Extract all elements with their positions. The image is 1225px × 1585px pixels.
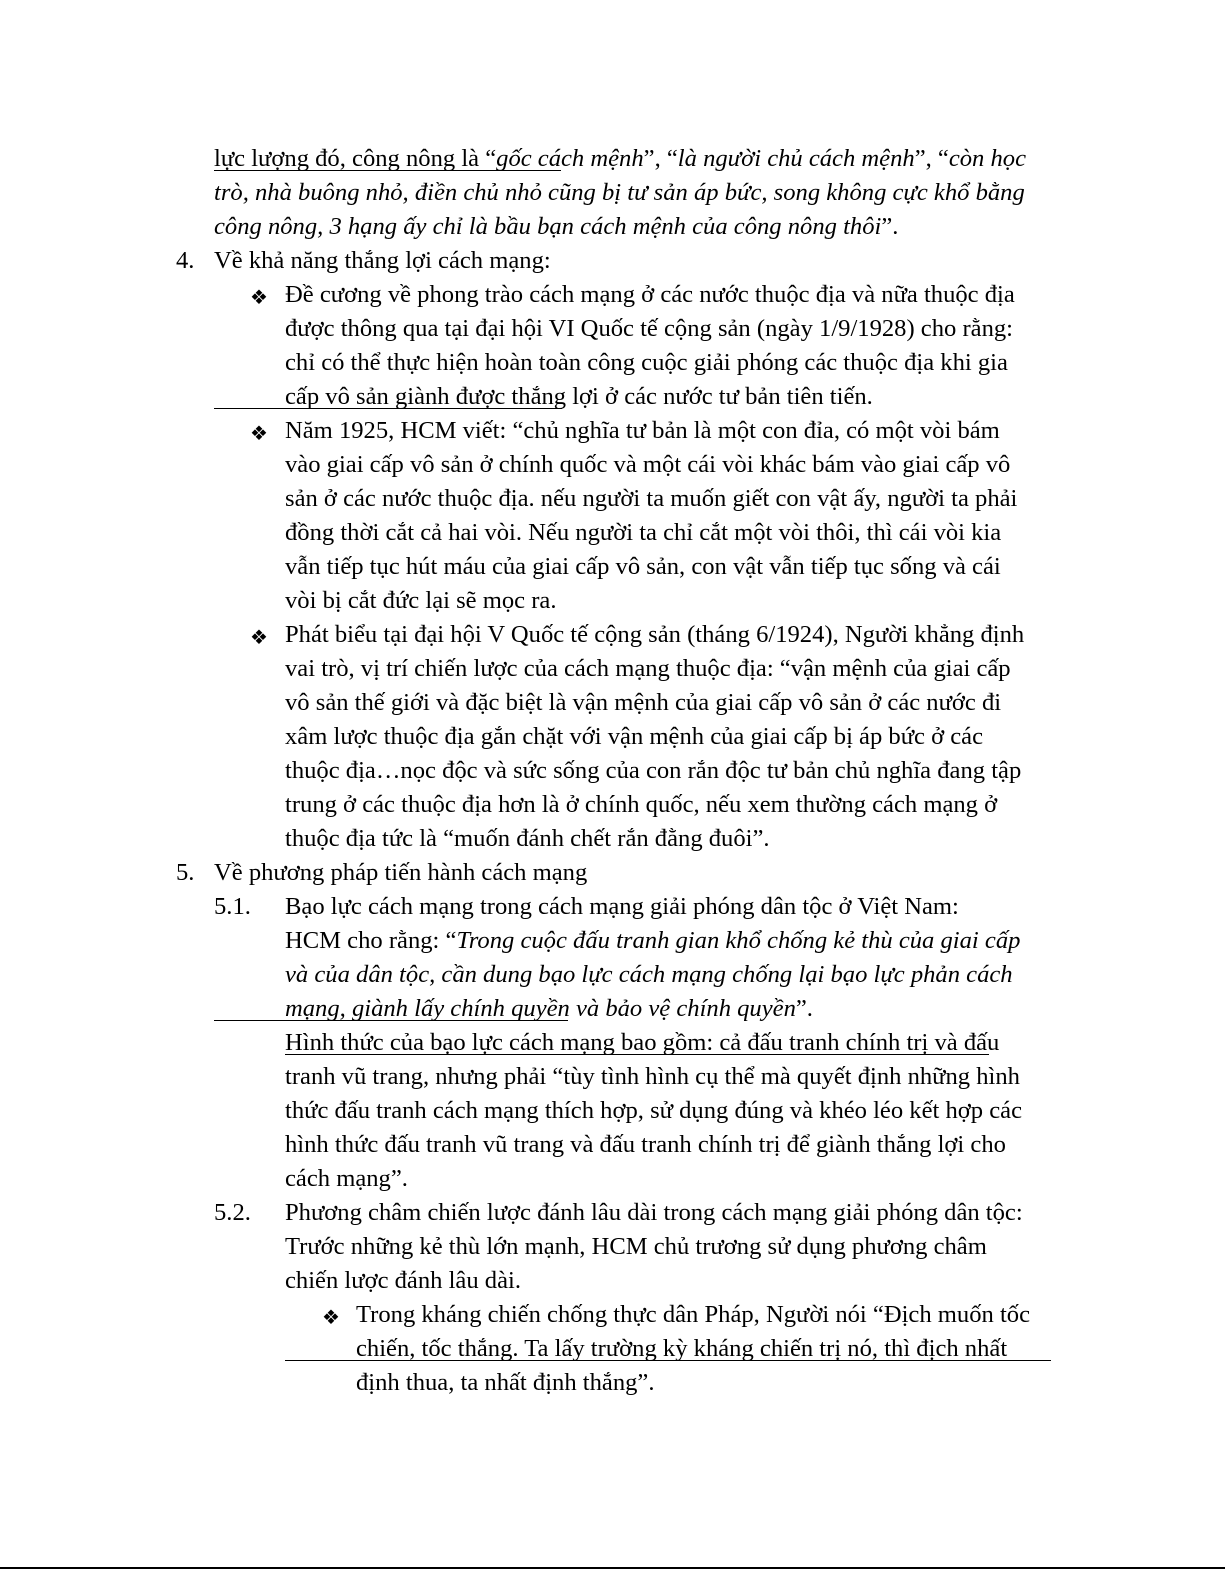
bullet-text-line: Trong kháng chiến chống thực dân Pháp, Người nói “Địch muốn tốc xyxy=(356,1301,1030,1328)
italic-quote: và của dân tộc, cần dung bạo lực cách mạng chống lại bạo lực phản cách xyxy=(285,961,1013,988)
underline-mark xyxy=(214,408,562,409)
diamond-bullet-icon: ❖ xyxy=(250,285,268,309)
subsection-number: 5.1. xyxy=(214,893,251,920)
bullet-text-line: được thông qua tại đại hội VI Quốc tế cộng sản (ngày 1/9/1928) cho rằng: xyxy=(285,315,1014,342)
section-number: 5. xyxy=(176,859,195,886)
italic-quote: mạng, giành lấy chính quyền và bảo vệ chính quyền xyxy=(285,995,796,1022)
subsection-title: Phương châm chiến lược đánh lâu dài trong cách mạng giải phóng dân tộc: xyxy=(285,1199,1023,1226)
paragraph-line: hình thức đấu tranh vũ trang và đấu tranh chính trị để giành thắng lợi cho xyxy=(285,1131,1006,1158)
section-heading: Về khả năng thắng lợi cách mạng: xyxy=(214,247,551,274)
bullet-text-line: Phát biểu tại đại hội V Quốc tế cộng sản (tháng 6/1924), Người khẳng định xyxy=(285,621,1025,648)
bullet-text-line: thuộc địa…nọc độc và sức sống của con rắn độc tư bản chủ nghĩa đang tập xyxy=(285,757,1022,784)
text-run: ”. xyxy=(881,213,899,240)
bullet-text-line: chỉ có thể thực hiện hoàn toàn công cuộc giải phóng các thuộc địa khi gia xyxy=(285,349,1008,376)
diamond-bullet-icon: ❖ xyxy=(250,421,268,445)
underline-mark xyxy=(285,1360,1051,1361)
italic-quote: là người chủ cách mệnh xyxy=(677,145,915,172)
bullet-text-line: vẫn tiếp tục hút máu của giai cấp vô sản, con vật vẫn tiếp tục sống và cái xyxy=(285,553,1001,580)
quote-line xyxy=(285,958,1013,992)
bullet-text-line: đồng thời cắt cả hai vòi. Nếu người ta chỉ cắt một vòi thôi, thì cái vòi kia xyxy=(285,519,1002,546)
italic-quote: gốc cách mệnh xyxy=(496,145,644,172)
underline-mark xyxy=(285,1054,989,1055)
underline-mark xyxy=(214,1020,568,1021)
text-run: lực lượng đó, công nông là “ xyxy=(214,145,497,172)
bullet-text-line: vào giai cấp vô sản ở chính quốc và một cái vòi khác bám vào giai cấp vô xyxy=(285,451,1011,478)
italic-quote: công nông, 3 hạng ấy chỉ là bầu bạn cách mệnh của công nông thôi xyxy=(214,213,882,240)
paragraph-line: thức đấu tranh cách mạng thích hợp, sử dụng đúng và khéo léo kết hợp các xyxy=(285,1097,1022,1124)
paragraph-line: tranh vũ trang, nhưng phải “tùy tình hình cụ thể mà quyết định những hình xyxy=(285,1063,1020,1090)
bullet-text-line: xâm lược thuộc địa gắn chặt với vận mệnh của giai cấp bị áp bức ở các xyxy=(285,723,984,750)
bullet-text-line: thuộc địa tức là “muốn đánh chết rắn đằng đuôi”. xyxy=(285,825,770,852)
intro-line-2 xyxy=(214,176,1025,210)
quote-line xyxy=(285,992,813,1026)
bullet-text-line: Đề cương về phong trào cách mạng ở các nước thuộc địa và nữa thuộc địa xyxy=(285,281,1015,308)
subsection-title: Bạo lực cách mạng trong cách mạng giải phóng dân tộc ở Việt Nam: xyxy=(285,893,959,920)
bullet-text-line: cấp vô sản giành được thắng lợi ở các nước tư bản tiên tiến. xyxy=(285,383,873,410)
text-run: ”, “ xyxy=(643,145,678,172)
page-bottom-divider xyxy=(0,1567,1225,1569)
intro-line-3 xyxy=(214,210,898,244)
bullet-text-line: định thua, ta nhất định thắng”. xyxy=(356,1369,655,1396)
diamond-bullet-icon: ❖ xyxy=(250,625,268,649)
paragraph-line: Hình thức của bạo lực cách mạng bao gồm: cả đấu tranh chính trị và đấu xyxy=(285,1029,1000,1056)
bullet-text-line: vòi bị cắt đức lại sẽ mọc ra. xyxy=(285,587,557,614)
italic-quote: Trong cuộc đấu tranh gian khổ chống kẻ thù của giai cấp xyxy=(456,927,1021,954)
text-run: ”. xyxy=(795,995,813,1022)
section-number: 4. xyxy=(176,247,195,274)
italic-quote: trò, nhà buông nhỏ, điền chủ nhỏ cũng bị tư sản áp bức, song không cực khổ bằng xyxy=(214,179,1025,206)
section-heading: Về phương pháp tiến hành cách mạng xyxy=(214,859,588,886)
underline-mark xyxy=(214,170,561,171)
bullet-text-line: vai trò, vị trí chiến lược của cách mạng thuộc địa: “vận mệnh của giai cấp xyxy=(285,655,1011,682)
bullet-text-line: vô sản thế giới và đặc biệt là vận mệnh của giai cấp vô sản ở các nước đi xyxy=(285,689,1002,716)
quote-line xyxy=(285,924,1020,958)
intro-line-1 xyxy=(214,142,1026,176)
bullet-text-line: chiến, tốc thắng. Ta lấy trường kỳ kháng chiến trị nó, thì địch nhất xyxy=(356,1335,1008,1362)
bullet-text-line: sản ở các nước thuộc địa. nếu người ta muốn giết con vật ấy, người ta phải xyxy=(285,485,1018,512)
diamond-bullet-icon: ❖ xyxy=(322,1305,340,1329)
bullet-text-line: Năm 1925, HCM viết: “chủ nghĩa tư bản là một con đỉa, có một vòi bám xyxy=(285,417,1000,444)
subsection-number: 5.2. xyxy=(214,1199,251,1226)
bullet-text-line: trung ở các thuộc địa hơn là ở chính quốc, nếu xem thường cách mạng ở xyxy=(285,791,998,818)
text-run: ”, “ xyxy=(914,145,949,172)
text-run: HCM cho rằng: “ xyxy=(285,927,457,954)
paragraph-line: chiến lược đánh lâu dài. xyxy=(285,1267,521,1294)
paragraph-line: cách mạng”. xyxy=(285,1165,408,1192)
italic-quote: còn học xyxy=(948,145,1027,172)
paragraph-line: Trước những kẻ thù lớn mạnh, HCM chủ trương sử dụng phương châm xyxy=(285,1233,987,1260)
